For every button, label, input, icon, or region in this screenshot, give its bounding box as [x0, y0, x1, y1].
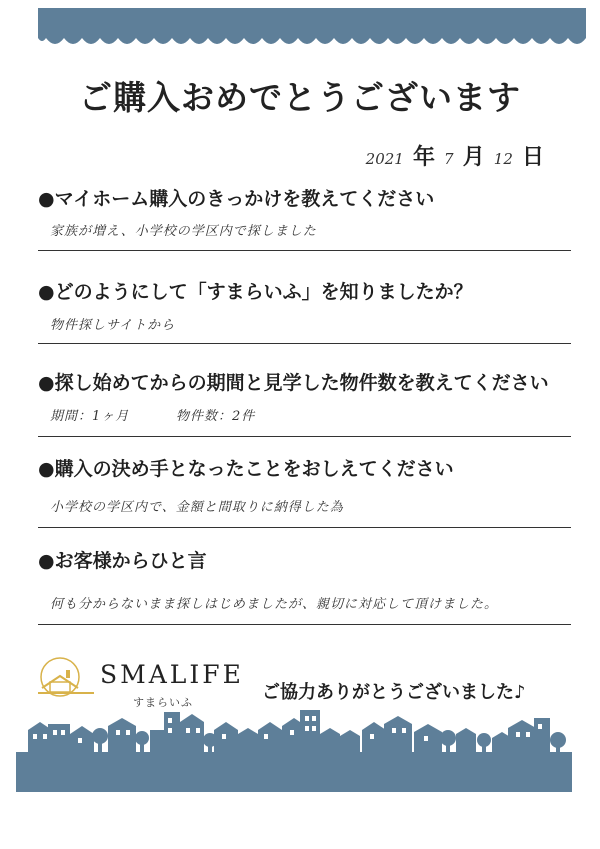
answer-1: 家族が増え、小学校の学区内で探しました — [50, 224, 317, 239]
divider — [38, 436, 571, 437]
answer-5: 何も分からないまま探しはじめましたが、親切に対応して頂けました。 — [50, 597, 499, 612]
date-year: 2021 — [365, 150, 404, 168]
answer-3-count: 物件数：2件 — [176, 409, 256, 424]
question-3: ●探し始めてからの期間と見学した物件数を教えてください — [38, 372, 549, 394]
date — [366, 140, 548, 171]
house-logo-icon — [36, 656, 96, 698]
thanks-message: ご協力ありがとうございました♪ — [262, 682, 526, 703]
question-2: ●どのようにして「すまらいふ」を知りましたか？ — [38, 281, 473, 303]
question-5: ●お客様からひと言 — [38, 550, 207, 572]
answer-3-period: 期間：1ヶ月 — [50, 409, 130, 424]
scalloped-banner — [38, 8, 586, 52]
answer-4: 小学校の学区内で、金額と間取りに納得した為 — [50, 500, 344, 515]
divider — [38, 527, 571, 528]
answer-2: 物件探しサイトから — [50, 318, 176, 333]
date-day: 12 — [493, 150, 513, 168]
page-title: ご購入おめでとうございます — [79, 78, 521, 117]
divider — [38, 250, 571, 251]
date-month-label: 月 — [462, 145, 485, 170]
question-4: ●購入の決め手となったことをおしえてください — [38, 458, 454, 480]
town-skyline-illustration — [0, 700, 600, 800]
date-year-label: 年 — [412, 145, 435, 170]
date-month: 7 — [444, 150, 454, 168]
date-day-label: 日 — [521, 145, 544, 170]
brand-name: SMALIFE — [100, 660, 244, 689]
divider — [38, 624, 571, 625]
divider — [38, 343, 571, 344]
brand-subtitle: すまらいふ — [133, 696, 193, 709]
question-1: ●マイホーム購入のきっかけを教えてください — [38, 188, 435, 210]
